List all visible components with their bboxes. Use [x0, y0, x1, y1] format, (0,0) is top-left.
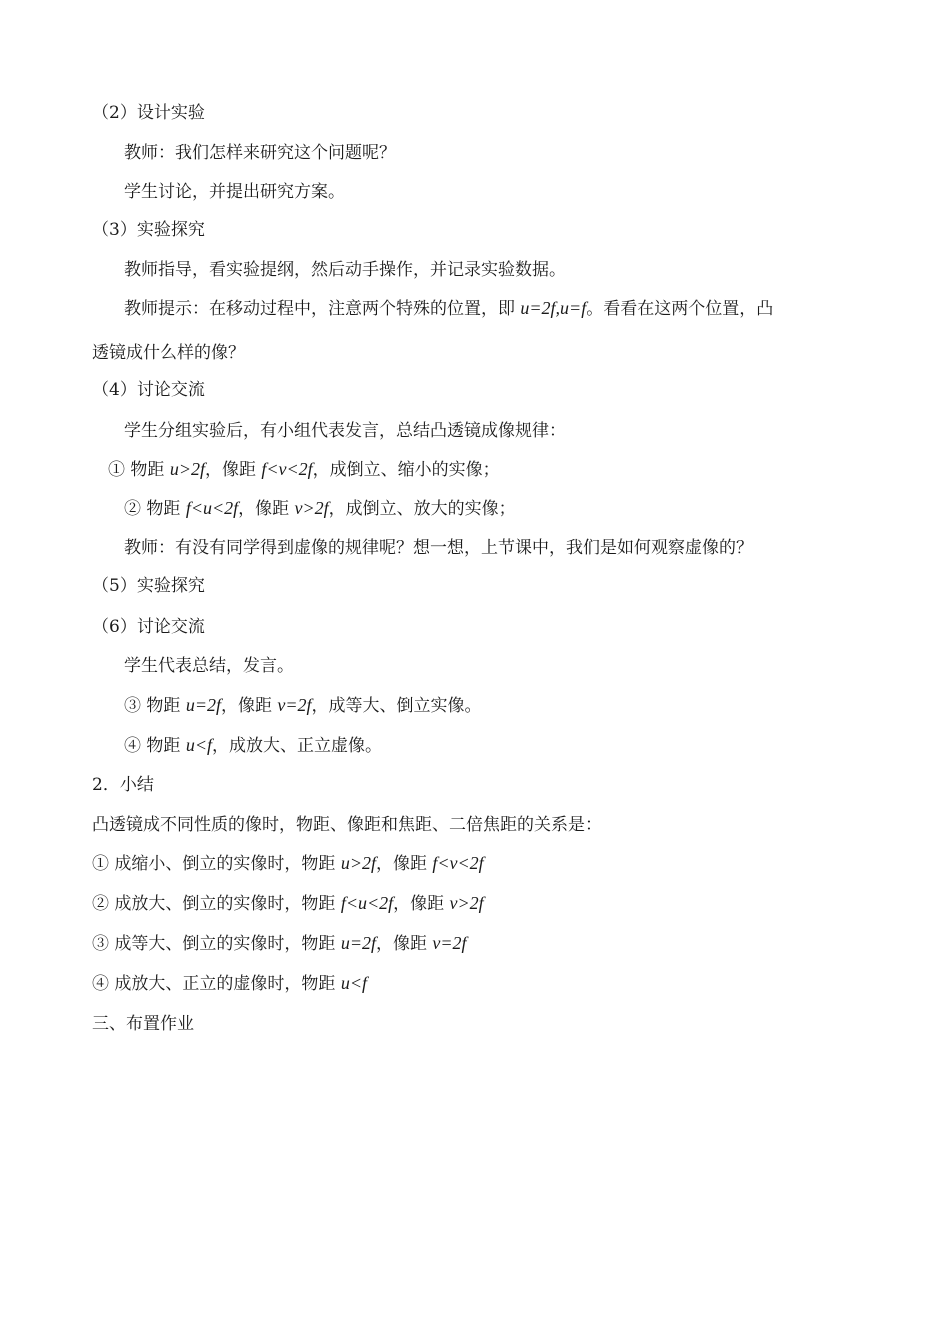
paragraph-text: 。看看在这两个位置，凸	[586, 299, 774, 319]
summary-rule-1	[92, 852, 484, 875]
paragraph-text: 学生讨论，并提出研究方案。	[124, 182, 345, 202]
formula-text: u=2f	[185, 695, 221, 715]
heading-design-experiment	[92, 102, 205, 124]
formula-text: v=2f	[432, 933, 467, 953]
paragraph-text: 学生代表总结，发言。	[124, 656, 294, 676]
teacher-hint-continued	[92, 342, 245, 364]
heading-text: （4）讨论交流	[92, 380, 205, 400]
heading-experiment-explore-2	[92, 575, 205, 597]
formula-text: f<u<2f	[340, 893, 394, 913]
rule-text: ，像距	[220, 696, 278, 716]
formula-text: v=2f	[277, 695, 312, 715]
teacher-guide	[124, 259, 566, 281]
formula-text: u<f	[340, 973, 367, 993]
heading-text: （3）实验探究	[92, 220, 205, 240]
heading-text: 2．小结	[92, 775, 154, 795]
rule-text: ③ 成等大、倒立的实像时，物距	[92, 934, 341, 954]
rule-text: ，像距	[238, 499, 295, 519]
rule-3	[124, 694, 482, 717]
rule-text: ③ 物距	[124, 696, 186, 716]
heading-text: 三、布置作业	[92, 1014, 194, 1034]
rule-2	[124, 497, 516, 520]
rule-text: ，成放大、正立虚像。	[211, 736, 382, 756]
formula-text: u=2f	[340, 933, 376, 953]
rule-1	[108, 458, 500, 481]
heading-discussion	[92, 379, 205, 401]
formula-text: f<v<2f	[432, 853, 484, 873]
rule-text: ，像距	[393, 894, 450, 914]
rule-text: ① 物距	[108, 460, 170, 480]
summary-rule-2	[92, 892, 484, 915]
formula-text: u<f	[185, 735, 212, 755]
paragraph-text: 教师提示：在移动过程中，注意两个特殊的位置，即	[124, 299, 521, 319]
paragraph-text: 学生分组实验后，有小组代表发言，总结凸透镜成像规律：	[124, 421, 566, 441]
teacher-question	[124, 142, 396, 164]
homework-heading	[92, 1013, 194, 1035]
formula-text: u=2f,u=f	[520, 298, 587, 318]
formula-text: v>2f	[449, 893, 484, 913]
formula-text: u>2f	[169, 459, 205, 479]
paragraph-text: 教师：有没有同学得到虚像的规律呢？想一想，上节课中，我们是如何观察虚像的？	[124, 538, 753, 558]
heading-experiment-explore	[92, 219, 205, 241]
summary-rule-3	[92, 932, 467, 955]
rule-text: ④ 物距	[124, 736, 186, 756]
heading-text: （6）讨论交流	[92, 617, 205, 637]
teacher-virtual-question	[124, 537, 753, 559]
heading-discussion-2	[92, 616, 205, 638]
heading-text: （2）设计实验	[92, 103, 205, 123]
rule-text: ，像距	[375, 934, 433, 954]
formula-text: f<v<2f	[261, 459, 313, 479]
rule-text: ，成倒立、缩小的实像；	[312, 460, 500, 480]
summary-intro	[92, 814, 602, 836]
rule-text: ，像距	[375, 854, 433, 874]
paragraph-text: 教师：我们怎样来研究这个问题呢？	[124, 143, 396, 163]
rule-text: ① 成缩小、倒立的实像时，物距	[92, 854, 341, 874]
rule-text: ，成等大、倒立实像。	[311, 696, 482, 716]
rule-text: ，成倒立、放大的实像；	[328, 499, 516, 519]
rule-text: ④ 成放大、正立的虚像时，物距	[92, 974, 341, 994]
paragraph-text: 教师指导，看实验提纲，然后动手操作，并记录实验数据。	[124, 260, 566, 280]
summary-heading	[92, 774, 154, 796]
summary-rule-4	[92, 972, 367, 995]
paragraph-text: 透镜成什么样的像？	[92, 343, 245, 363]
student-representative	[124, 655, 294, 677]
formula-text: f<u<2f	[185, 498, 239, 518]
paragraph-text: 凸透镜成不同性质的像时，物距、像距和焦距、二倍焦距的关系是：	[92, 815, 602, 835]
student-discussion	[124, 181, 345, 203]
teacher-hint	[124, 297, 773, 320]
rule-text: ，像距	[204, 460, 262, 480]
rule-text: ② 成放大、倒立的实像时，物距	[92, 894, 341, 914]
group-summary	[124, 420, 566, 442]
rule-4	[124, 734, 382, 757]
formula-text: u>2f	[340, 853, 376, 873]
heading-text: （5）实验探究	[92, 576, 205, 596]
rule-text: ② 物距	[124, 499, 186, 519]
formula-text: v>2f	[294, 498, 329, 518]
